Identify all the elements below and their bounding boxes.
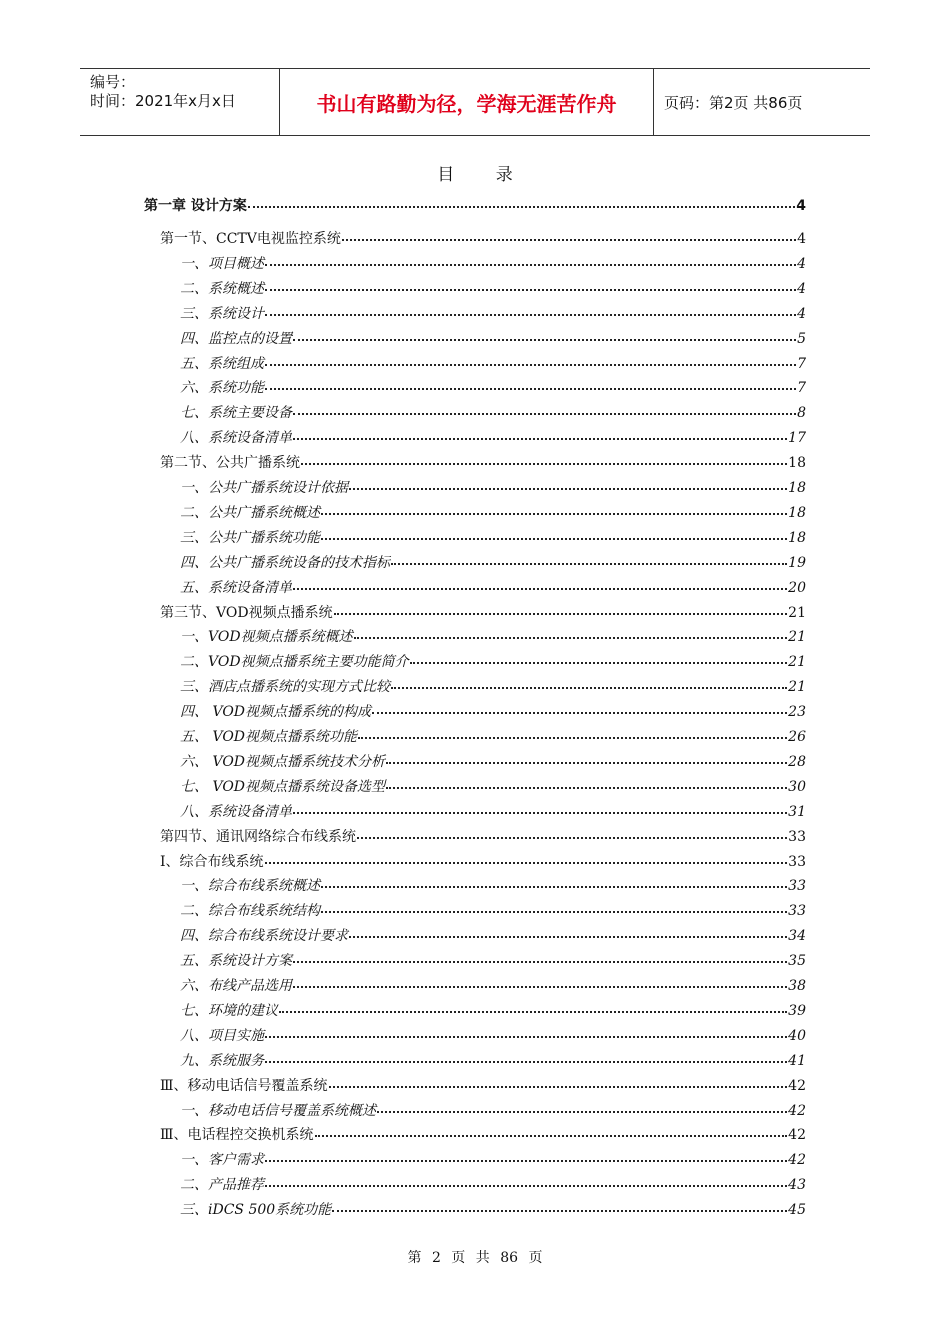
toc-entry[interactable] — [180, 1149, 806, 1173]
toc-entry-page: 21 — [788, 604, 806, 621]
toc-entry-title: 五、系统组成 — [180, 355, 264, 372]
toc-entry-title: 一、公共广播系统设计依据 — [180, 480, 348, 496]
toc-entry-page: 18 — [788, 480, 806, 496]
toc-entry-page: 39 — [788, 1002, 806, 1019]
toc-entry-page: 42 — [788, 1102, 806, 1119]
toc-entry-title: 第三节、VOD视频点播系统 — [160, 604, 333, 621]
toc-entry-page: 19 — [788, 554, 806, 571]
toc-entry[interactable] — [180, 676, 806, 700]
toc-entry[interactable] — [180, 950, 806, 974]
dot-leader — [377, 1100, 787, 1113]
toc-entry[interactable] — [144, 195, 806, 219]
page-header — [80, 68, 870, 136]
toc-entry-title: 六、布线产品选用 — [180, 978, 292, 994]
toc-entry[interactable] — [180, 577, 806, 601]
dot-leader — [265, 1025, 787, 1038]
toc-entry[interactable] — [180, 975, 806, 999]
toc-entry-page: 4 — [797, 255, 806, 272]
dot-leader — [293, 801, 787, 814]
toc-entry-page: 7 — [797, 355, 806, 372]
toc-entry[interactable] — [180, 477, 806, 501]
toc-entry-page: 43 — [788, 1177, 806, 1194]
toc-entry-title: 七、环境的建议 — [180, 1002, 278, 1019]
toc-entry-page: 38 — [788, 978, 806, 994]
dot-leader — [334, 602, 788, 615]
toc-entry-title: Ⅲ、移动电话信号覆盖系统 — [160, 1077, 328, 1094]
toc-entry[interactable] — [180, 925, 806, 949]
toc-entry-page: 42 — [788, 1152, 806, 1169]
toc-entry[interactable] — [160, 602, 806, 626]
toc-entry-page: 21 — [788, 679, 806, 696]
time-label: 时间：2021年x月x日 — [90, 92, 236, 110]
toc-entry[interactable] — [160, 851, 806, 875]
toc-entry-page: 7 — [797, 380, 806, 397]
dot-leader — [321, 502, 787, 515]
toc-entry[interactable] — [180, 1199, 806, 1223]
toc-entry-page: 4 — [797, 280, 806, 297]
toc-entry-title: 一、项目概述 — [180, 255, 264, 272]
toc-entry-title: 第一节、CCTV电视监控系统 — [160, 231, 341, 247]
toc-entry[interactable] — [180, 1000, 806, 1024]
toc-entry-title: 八、系统设备清单 — [180, 803, 292, 820]
toc-entry-page: 18 — [788, 455, 806, 472]
toc-entry-title: 二、综合布线系统结构 — [180, 903, 320, 920]
toc-entry[interactable] — [180, 875, 806, 899]
toc-entry-title: 四、综合布线系统设计要求 — [180, 928, 348, 945]
toc-entry-page: 21 — [788, 629, 806, 646]
toc-entry-title: 二、公共广播系统概述 — [180, 504, 320, 521]
toc-entry[interactable] — [180, 552, 806, 576]
toc-entry-title: 四、公共广播系统设备的技术指标 — [180, 554, 390, 571]
toc-entry-page: 26 — [788, 729, 806, 745]
dot-leader — [265, 377, 796, 390]
toc-entry-title: 第一章 设计方案 — [144, 198, 247, 214]
toc-entry[interactable] — [180, 328, 806, 352]
toc-entry-page: 45 — [788, 1202, 806, 1219]
dot-leader — [349, 477, 787, 490]
header-page-info: 页码：第2页 共86页 — [664, 93, 803, 112]
dot-leader — [265, 353, 796, 366]
toc-entry-page: 4 — [796, 198, 806, 214]
toc-entry-title: 四、 VOD视频点播系统的构成 — [180, 704, 372, 721]
dot-leader — [248, 195, 795, 208]
dot-leader — [279, 1000, 787, 1013]
dot-leader — [332, 1199, 787, 1212]
toc-entry[interactable] — [160, 1075, 806, 1099]
number-label: 编号： — [90, 73, 136, 91]
dot-leader — [265, 1149, 787, 1162]
toc-entry-page: 35 — [788, 953, 806, 970]
toc-entry-title: Ⅲ、电话程控交换机系统 — [160, 1127, 314, 1144]
toc-entry[interactable] — [180, 502, 806, 526]
dot-leader — [265, 851, 788, 864]
toc-entry[interactable] — [180, 303, 806, 327]
toc-entry[interactable] — [180, 1174, 806, 1198]
toc-entry-title: 二、产品推荐 — [180, 1177, 264, 1194]
toc-entry[interactable] — [180, 751, 806, 775]
dot-leader — [293, 975, 787, 988]
toc-entry[interactable] — [160, 826, 806, 850]
toc-entry-page: 8 — [797, 405, 806, 422]
toc-entry[interactable] — [180, 701, 806, 725]
toc-entry-title: 三、iDCS 500系统功能 — [180, 1202, 332, 1219]
toc-entry-title: 四、监控点的设置 — [180, 330, 292, 347]
toc-entry[interactable] — [180, 651, 806, 675]
toc-entry-page: 23 — [788, 704, 806, 721]
toc-entry[interactable] — [180, 353, 806, 377]
toc-entry[interactable] — [160, 228, 806, 252]
dot-leader — [265, 253, 796, 266]
toc-entry[interactable] — [180, 427, 806, 451]
toc-entry[interactable] — [180, 626, 806, 650]
toc-entry-page: 40 — [788, 1027, 806, 1044]
toc-entry-page: 30 — [788, 778, 806, 795]
toc-entry-title: 九、系统服务 — [180, 1052, 264, 1069]
toc-entry-page: 5 — [797, 330, 806, 347]
toc-entry-page: 21 — [788, 654, 806, 671]
dot-leader — [265, 278, 796, 291]
toc-entry-title: 三、酒店点播系统的实现方式比较 — [180, 679, 390, 696]
dot-leader — [321, 875, 787, 888]
toc-entry-page: 28 — [788, 753, 806, 770]
dot-leader — [265, 1174, 787, 1187]
toc-entry-page: 42 — [788, 1077, 806, 1094]
toc-entry-page: 17 — [788, 430, 806, 447]
toc-entry-page: 20 — [788, 579, 806, 596]
dot-leader — [293, 577, 787, 590]
toc-entry-title: 一、客户需求 — [180, 1152, 264, 1169]
toc-entry[interactable] — [180, 726, 806, 750]
toc-entry-title: 第四节、通讯网络综合布线系统 — [160, 828, 356, 845]
dot-leader — [342, 228, 796, 241]
toc-entry-title: I、综合布线系统 — [160, 853, 264, 870]
toc-entry-title: 八、系统设备清单 — [180, 430, 292, 447]
dot-leader — [301, 452, 787, 465]
dot-leader — [358, 726, 787, 739]
dot-leader — [386, 751, 787, 764]
dot-leader — [265, 303, 796, 316]
dot-leader — [372, 701, 787, 714]
toc-entry[interactable] — [180, 801, 806, 825]
toc-title: 目 录 — [437, 165, 531, 185]
toc-entry-title: 一、移动电话信号覆盖系统概述 — [180, 1102, 376, 1119]
toc-entry[interactable] — [160, 1124, 806, 1148]
toc-entry-title: 一、综合布线系统概述 — [180, 878, 320, 895]
toc-entry-title: 一、VOD视频点播系统概述 — [180, 629, 353, 646]
dot-leader — [357, 826, 787, 839]
toc-entry-title: 五、 VOD视频点播系统功能 — [180, 729, 358, 745]
dot-leader — [391, 676, 787, 689]
toc-entry-title: 七、 VOD视频点播系统设备选型 — [180, 778, 386, 795]
page-footer: 第 2 页 共 86 页 — [407, 1250, 543, 1266]
toc-entry[interactable] — [180, 527, 806, 551]
dot-leader — [386, 776, 787, 789]
dot-leader — [293, 402, 796, 415]
toc-entry[interactable] — [180, 1100, 806, 1124]
toc-entry-page: 33 — [788, 853, 806, 870]
toc-entry-page: 33 — [788, 903, 806, 920]
dot-leader — [293, 950, 787, 963]
toc-entry-page: 4 — [797, 305, 806, 322]
dot-leader — [329, 1075, 788, 1088]
toc-entry-title: 二、系统概述 — [180, 280, 264, 297]
toc-entry[interactable] — [160, 452, 806, 476]
toc-entry-title: 六、系统功能 — [180, 380, 264, 397]
toc-entry[interactable] — [180, 402, 806, 426]
dot-leader — [265, 1050, 787, 1063]
toc-entry-title: 五、系统设计方案 — [180, 953, 292, 970]
toc-entry-title: 八、项目实施 — [180, 1027, 264, 1044]
dot-leader — [293, 328, 796, 341]
toc-entry-page: 4 — [797, 231, 806, 247]
header-motto: 书山有路勤为径，学海无涯苦作舟 — [280, 69, 654, 135]
toc-entry[interactable] — [180, 253, 806, 277]
dot-leader — [410, 651, 788, 664]
toc-entry-page: 42 — [788, 1127, 806, 1144]
toc-entry-page: 18 — [788, 529, 806, 546]
dot-leader — [321, 900, 787, 913]
dot-leader — [391, 552, 787, 565]
toc-entry[interactable] — [180, 278, 806, 302]
dot-leader — [349, 925, 787, 938]
toc-entry[interactable] — [180, 900, 806, 924]
toc-entry-page: 41 — [788, 1052, 806, 1069]
toc-entry-page: 33 — [788, 878, 806, 895]
toc-entry-title: 第二节、公共广播系统 — [160, 455, 300, 472]
toc-entry-page: 31 — [788, 803, 806, 820]
dot-leader — [354, 626, 788, 639]
toc-entry-page: 34 — [788, 928, 806, 945]
toc-entry[interactable] — [180, 1050, 806, 1074]
dot-leader — [293, 427, 787, 440]
toc-entry[interactable] — [180, 776, 806, 800]
dot-leader — [321, 527, 787, 540]
toc-entry-page: 33 — [788, 828, 806, 845]
toc-entry-title: 五、系统设备清单 — [180, 579, 292, 596]
toc-entry[interactable] — [180, 377, 806, 401]
dot-leader — [315, 1124, 788, 1137]
toc-entry-title: 三、系统设计 — [180, 305, 264, 322]
header-meta — [80, 69, 280, 135]
toc-entry-title: 二、VOD视频点播系统主要功能简介 — [180, 654, 409, 671]
toc-entry[interactable] — [180, 1025, 806, 1049]
toc-entry-title: 三、公共广播系统功能 — [180, 529, 320, 546]
toc-entry-title: 六、 VOD视频点播系统技术分析 — [180, 753, 386, 770]
toc-entry-title: 七、系统主要设备 — [180, 405, 292, 422]
toc-entry-page: 18 — [788, 504, 806, 521]
